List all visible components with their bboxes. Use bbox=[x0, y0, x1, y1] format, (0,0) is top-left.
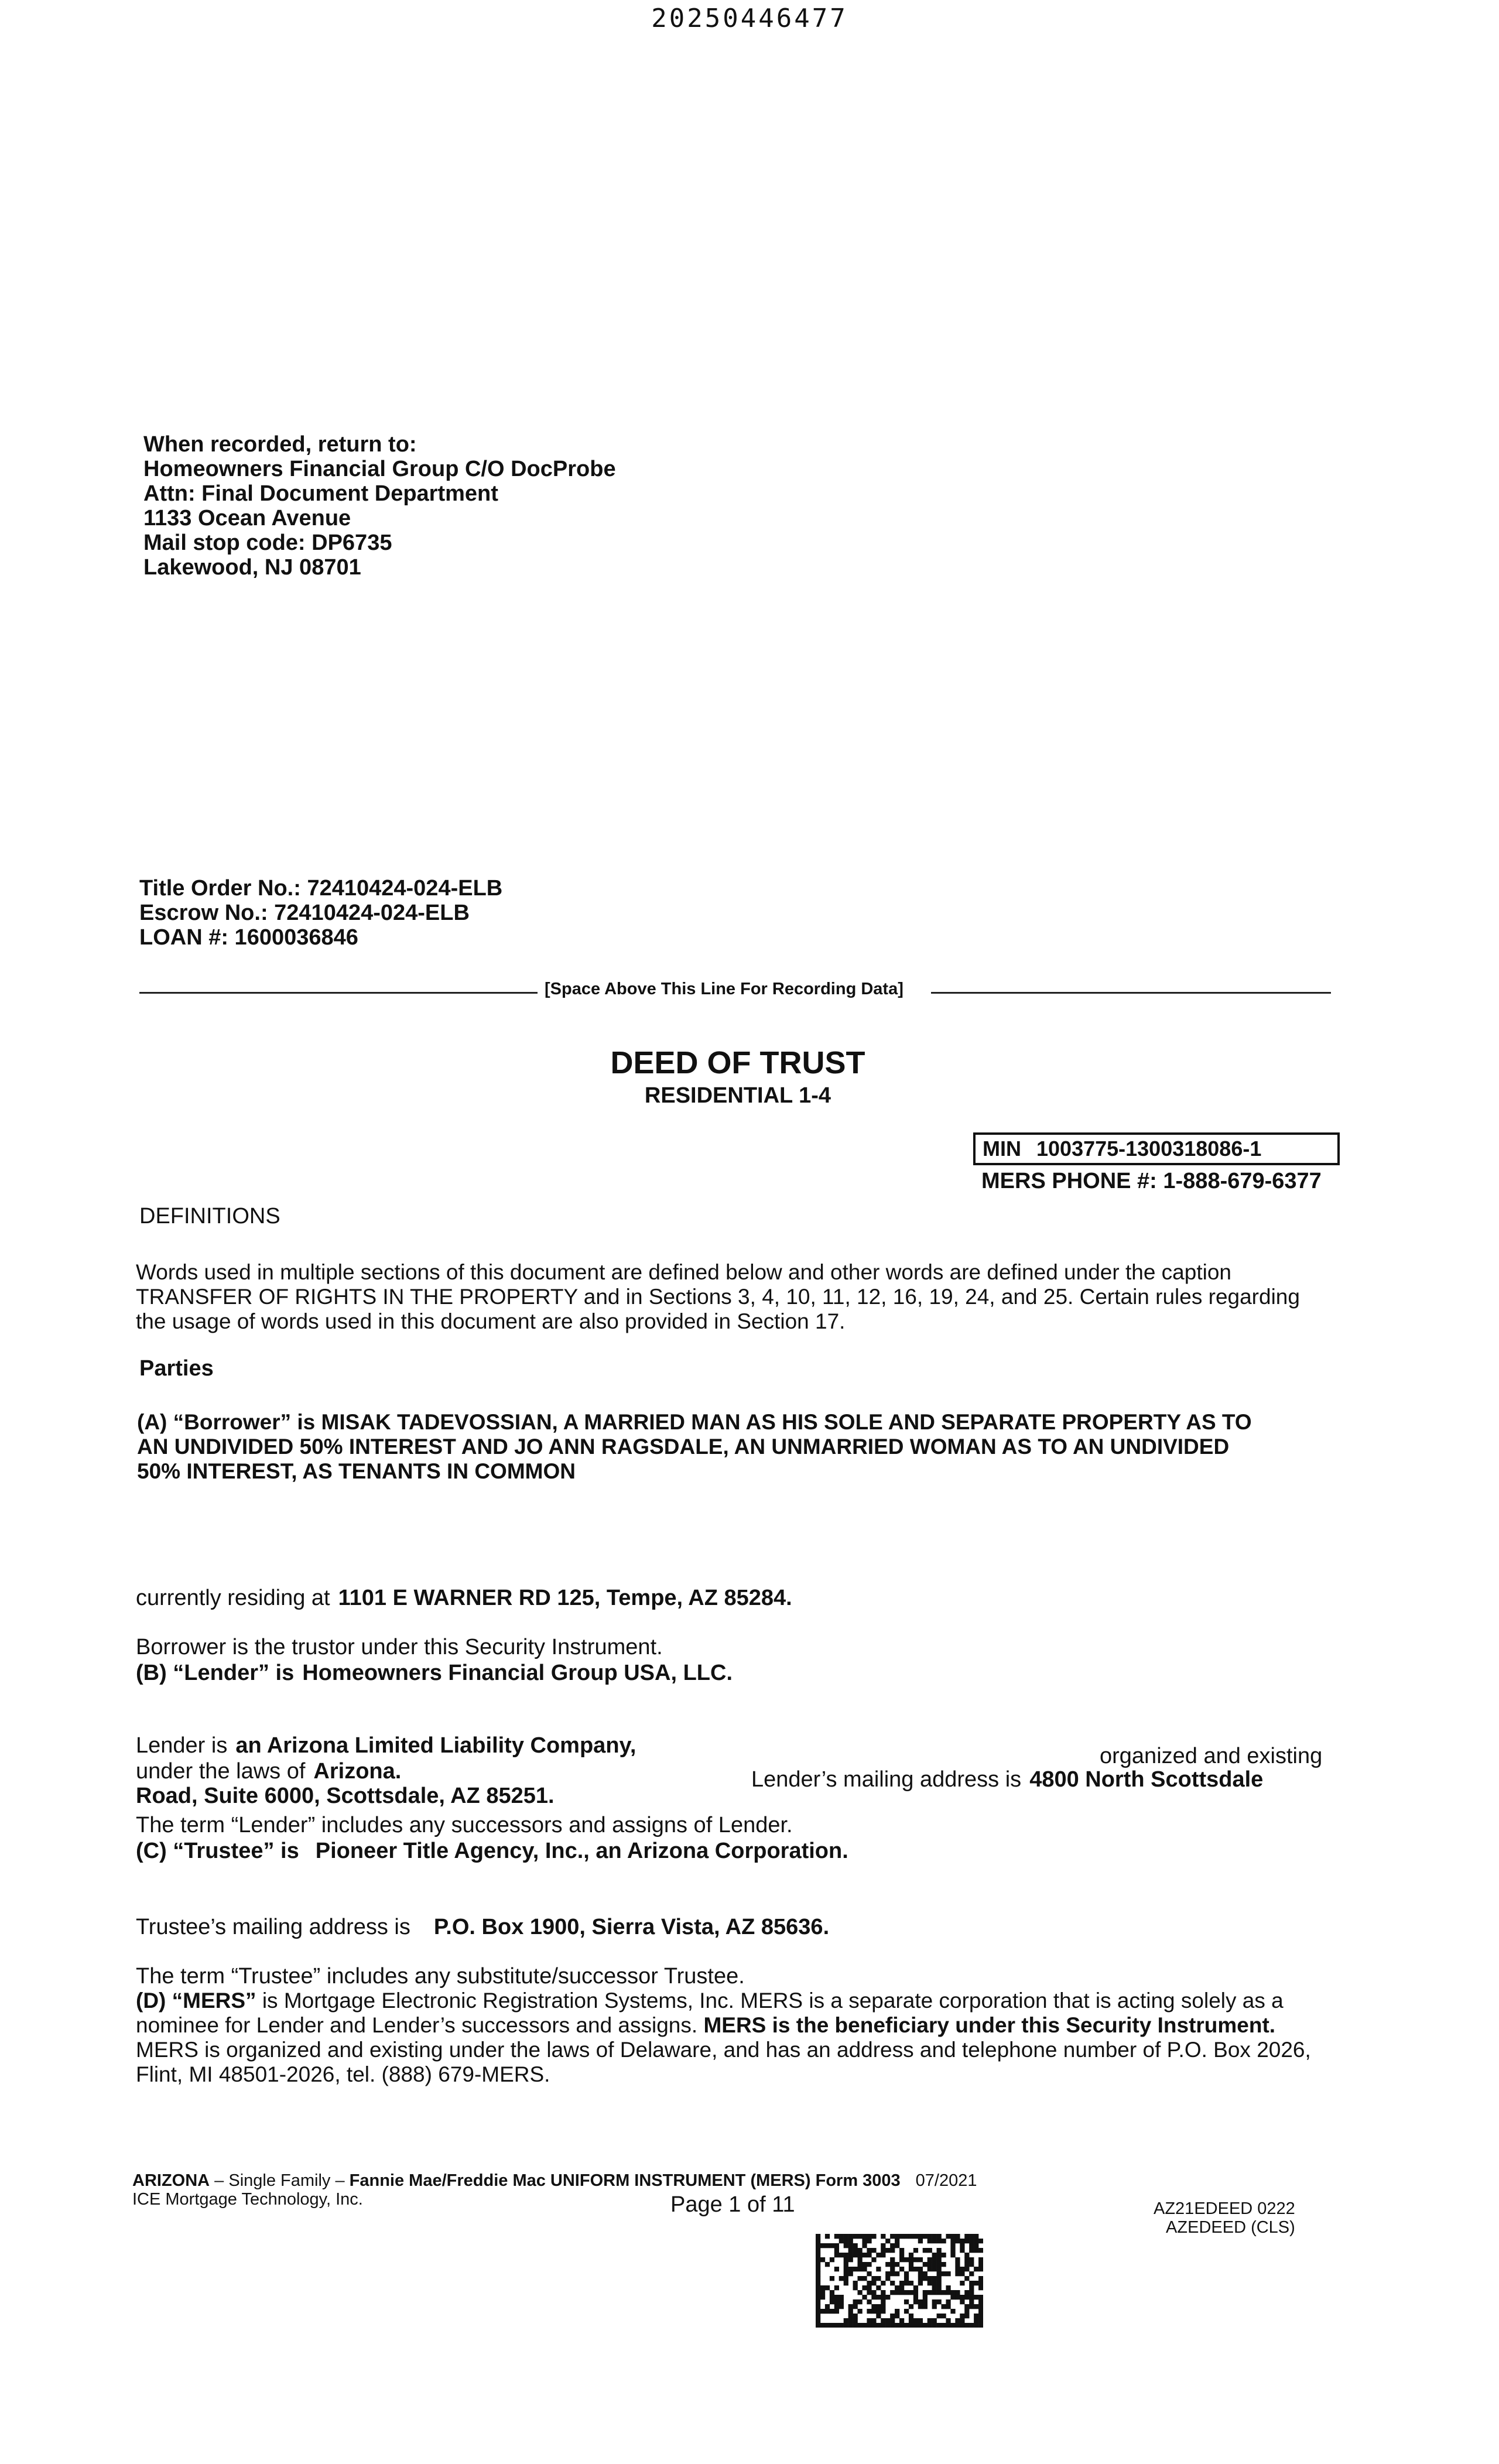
min-value: 1003775-1300318086-1 bbox=[1036, 1137, 1262, 1161]
loan-number: LOAN #: 1600036846 bbox=[139, 925, 358, 950]
trustor-note: Borrower is the trustor under this Security Instrument. bbox=[136, 1635, 663, 1659]
residing-label: currently residing at bbox=[136, 1586, 330, 1610]
return-line: Attn: Final Document Department bbox=[143, 481, 498, 506]
lender-laws-row bbox=[136, 1759, 401, 1784]
return-line: Mail stop code: DP6735 bbox=[143, 531, 392, 555]
footer-codes bbox=[1154, 2199, 1295, 2237]
title-order-number: Title Order No.: 72410424-024-ELB bbox=[139, 876, 503, 901]
trustee-label: (C) “Trustee” is bbox=[136, 1839, 299, 1863]
lender-definition bbox=[136, 1661, 733, 1686]
return-line: Homeowners Financial Group C/O DocProbe bbox=[143, 457, 616, 481]
borrower-name-line: MISAK TADEVOSSIAN, A MARRIED MAN AS HIS SOLE AND SEPARATE PROPERTY AS TO bbox=[321, 1410, 1252, 1434]
footer-doc-code: AZEDEED (CLS) bbox=[1166, 2218, 1295, 2237]
mers-text: MERS is organized and existing under the laws of Delaware, and has an address and telephone number of P.O. Box 2026, bbox=[136, 2038, 1311, 2062]
trustee-mailing-row bbox=[136, 1915, 829, 1940]
footer-form-date: 07/2021 bbox=[915, 2171, 977, 2190]
lender-mailing-label: Lender’s mailing address is bbox=[751, 1767, 1022, 1792]
borrower-definition bbox=[137, 1410, 1332, 1484]
mers-text: nominee for Lender and Lender’s successors and assigns. bbox=[136, 2013, 704, 2037]
footer-form-title: Fannie Mae/Freddie Mac UNIFORM INSTRUMENT (MERS) Form 3003 bbox=[349, 2171, 901, 2190]
mers-definition bbox=[136, 1989, 1330, 2087]
mers-phone: MERS PHONE #: 1-888-679-6377 bbox=[981, 1169, 1322, 1193]
mers-text: Flint, MI 48501-2026, tel. (888) 679-MERS. bbox=[136, 2062, 550, 2086]
footer-company: ICE Mortgage Technology, Inc. bbox=[132, 2190, 363, 2209]
lender-is-label: Lender is bbox=[136, 1733, 228, 1758]
trustee-name: Pioneer Title Agency, Inc., an Arizona Corporation. bbox=[315, 1839, 848, 1863]
lender-organized-text: organized and existing bbox=[1100, 1744, 1323, 1768]
lender-entity-row bbox=[136, 1733, 636, 1758]
document-title: DEED OF TRUST bbox=[610, 1045, 865, 1080]
trustee-term-note: The term “Trustee” includes any substitute/successor Trustee. bbox=[136, 1964, 745, 1989]
definitions-intro bbox=[136, 1260, 1330, 1334]
borrower-label: (A) “Borrower” is bbox=[137, 1410, 316, 1434]
recording-number: 20250446477 bbox=[651, 4, 848, 33]
laws-value: Arizona. bbox=[313, 1759, 402, 1784]
mers-text: is Mortgage Electronic Registration Systems, Inc. MERS is a separate corporation that is acting solely as a bbox=[256, 1989, 1284, 2013]
footer-state: ARIZONA bbox=[132, 2171, 210, 2190]
order-info-block bbox=[139, 876, 502, 950]
residing-address: 1101 E WARNER RD 125, Tempe, AZ 85284. bbox=[338, 1586, 792, 1610]
trustee-definition bbox=[136, 1839, 848, 1864]
borrower-name-line: AN UNDIVIDED 50% INTEREST AND JO ANN RAGSDALE, AN UNMARRIED WOMAN AS TO AN UNDIVIDED bbox=[137, 1435, 1230, 1459]
footer-form-code: AZ21EDEED 0222 bbox=[1154, 2199, 1295, 2218]
lender-name: Homeowners Financial Group USA, LLC. bbox=[302, 1661, 733, 1685]
borrower-residence bbox=[136, 1586, 792, 1611]
return-address-block bbox=[143, 432, 616, 580]
lender-mailing-address-1: 4800 North Scottsdale bbox=[1029, 1767, 1264, 1792]
escrow-number: Escrow No.: 72410424-024-ELB bbox=[139, 901, 470, 925]
parties-heading: Parties bbox=[139, 1356, 214, 1381]
barcode-icon bbox=[816, 2234, 983, 2328]
recording-rule-right bbox=[931, 992, 1331, 994]
borrower-name-line: 50% INTEREST, AS TENANTS IN COMMON bbox=[137, 1459, 576, 1483]
mers-beneficiary-statement: MERS is the beneficiary under this Security Instrument. bbox=[703, 2013, 1276, 2037]
return-heading: When recorded, return to: bbox=[143, 432, 417, 457]
trustee-mailing-label: Trustee’s mailing address is bbox=[136, 1915, 410, 1939]
lender-mailing-row bbox=[751, 1767, 1263, 1792]
intro-line: Words used in multiple sections of this document are defined below and other words are defined under the caption bbox=[136, 1260, 1231, 1284]
return-line: Lakewood, NJ 08701 bbox=[143, 555, 361, 580]
recording-caption: [Space Above This Line For Recording Data] bbox=[545, 980, 903, 998]
intro-line: the usage of words used in this document are also provided in Section 17. bbox=[136, 1309, 846, 1333]
min-box bbox=[973, 1132, 1340, 1165]
recording-rule-left bbox=[139, 992, 538, 994]
min-label: MIN bbox=[983, 1137, 1021, 1161]
lender-label: (B) “Lender” is bbox=[136, 1661, 295, 1685]
lender-mailing-address-2: Road, Suite 6000, Scottsdale, AZ 85251. bbox=[136, 1784, 555, 1808]
page-number: Page 1 of 11 bbox=[670, 2192, 795, 2217]
document-subtitle: RESIDENTIAL 1-4 bbox=[644, 1083, 831, 1108]
lender-term-note: The term “Lender” includes any successors and assigns of Lender. bbox=[136, 1813, 793, 1837]
return-line: 1133 Ocean Avenue bbox=[143, 506, 351, 531]
definitions-heading: DEFINITIONS bbox=[139, 1204, 280, 1228]
laws-label: under the laws of bbox=[136, 1759, 306, 1784]
mers-label: (D) “MERS” bbox=[136, 1989, 256, 2013]
footer-form-text: – Single Family – bbox=[210, 2171, 350, 2190]
intro-line: TRANSFER OF RIGHTS IN THE PROPERTY and in Sections 3, 4, 10, 11, 12, 16, 19, 24, and 25. Certain rules regarding bbox=[136, 1285, 1300, 1309]
lender-entity: an Arizona Limited Liability Company, bbox=[235, 1733, 636, 1758]
trustee-mailing-address: P.O. Box 1900, Sierra Vista, AZ 85636. bbox=[433, 1915, 830, 1939]
footer-form-info bbox=[132, 2171, 977, 2209]
